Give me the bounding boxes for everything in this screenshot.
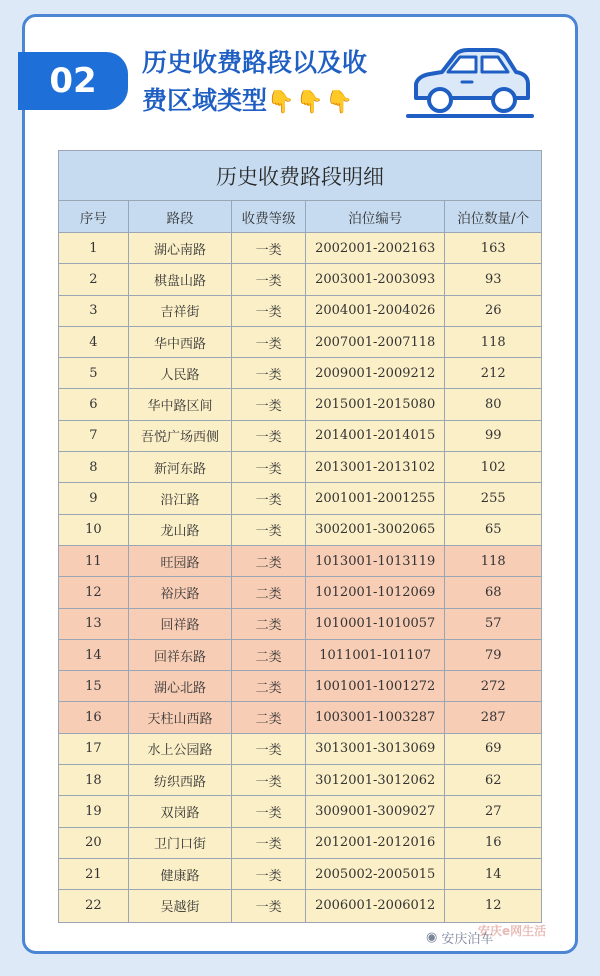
table-cell-no: 1 xyxy=(59,233,129,263)
table-row xyxy=(59,765,541,796)
table-cell-code: 2014001-2014015 xyxy=(306,421,445,451)
table-row xyxy=(59,233,541,264)
table-cell-road: 健康路 xyxy=(129,859,233,889)
table-cell-code: 2003001-2003093 xyxy=(306,264,445,294)
table-cell-road: 新河东路 xyxy=(129,452,233,482)
table-cell-code: 1001001-1001272 xyxy=(306,671,445,701)
table-cell-no: 16 xyxy=(59,702,129,732)
table-cell-road: 华中西路 xyxy=(129,327,233,357)
section-title xyxy=(142,44,402,122)
table-row xyxy=(59,483,541,514)
table-cell-code: 1012001-1012069 xyxy=(306,577,445,607)
table-cell-no: 19 xyxy=(59,796,129,826)
table-cell-count: 272 xyxy=(480,678,506,694)
table-cell-no: 2 xyxy=(59,264,129,294)
table-row xyxy=(59,609,541,640)
table-cell-road: 湖心南路 xyxy=(129,233,233,263)
table-cell-road: 旺园路 xyxy=(129,546,233,576)
table-cell-code: 1011001-101107 xyxy=(306,640,445,670)
table-cell-code: 3013001-3013069 xyxy=(306,734,445,764)
table-row xyxy=(59,327,541,358)
table-cell-no: 5 xyxy=(59,358,129,388)
table-cell-code: 2004001-2004026 xyxy=(306,296,445,326)
table-cell-road: 吾悦广场西侧 xyxy=(129,421,233,451)
table-row xyxy=(59,577,541,608)
table-cell-road: 水上公园路 xyxy=(129,734,233,764)
watermark-logo: 安庆e网生活 xyxy=(478,924,547,938)
table-cell-road: 棋盘山路 xyxy=(129,264,233,294)
column-header: 泊位数量/个 xyxy=(457,210,530,227)
table-cell-code: 3012001-3012062 xyxy=(306,765,445,795)
table-cell-no: 18 xyxy=(59,765,129,795)
table-cell-count: 80 xyxy=(484,397,502,413)
table-cell-count: 118 xyxy=(480,553,506,569)
table-row xyxy=(59,702,541,733)
table-row xyxy=(59,452,541,483)
table-cell-no: 17 xyxy=(59,734,129,764)
table-cell-road: 回祥东路 xyxy=(129,640,233,670)
table-cell-count: 118 xyxy=(480,334,506,350)
table-cell-no: 15 xyxy=(59,671,129,701)
table-cell-level: 二类 xyxy=(232,546,306,576)
table-cell-count: 14 xyxy=(484,866,502,882)
table-cell-count: 69 xyxy=(484,741,502,757)
wechat-icon: ◉ xyxy=(426,930,438,945)
table-row xyxy=(59,828,541,859)
table-cell-road: 天柱山西路 xyxy=(129,702,233,732)
table-cell-level: 一类 xyxy=(232,358,306,388)
table-cell-level: 一类 xyxy=(232,515,306,545)
table-cell-road: 双岗路 xyxy=(129,796,233,826)
table-row xyxy=(59,640,541,671)
table-cell-code: 1010001-1010057 xyxy=(306,609,445,639)
table-row xyxy=(59,296,541,327)
table-cell-level: 一类 xyxy=(232,389,306,419)
table-cell-code: 2002001-2002163 xyxy=(306,233,445,263)
table-cell-count: 93 xyxy=(484,271,502,287)
table-cell-road: 纺织西路 xyxy=(129,765,233,795)
table-cell-no: 3 xyxy=(59,296,129,326)
column-header: 序号 xyxy=(59,201,129,232)
table-cell-road: 华中路区间 xyxy=(129,389,233,419)
table-row xyxy=(59,546,541,577)
table-row xyxy=(59,389,541,420)
table-cell-no: 11 xyxy=(59,546,129,576)
table-cell-road: 卫门口街 xyxy=(129,828,233,858)
table-cell-no: 14 xyxy=(59,640,129,670)
table-cell-code: 1003001-1003287 xyxy=(306,702,445,732)
table-cell-no: 20 xyxy=(59,828,129,858)
table-cell-code: 2012001-2012016 xyxy=(306,828,445,858)
table-row xyxy=(59,671,541,702)
table-cell-level: 一类 xyxy=(232,734,306,764)
table-cell-code: 3002001-3002065 xyxy=(306,515,445,545)
table-cell-count: 65 xyxy=(484,522,502,538)
table-cell-level: 二类 xyxy=(232,671,306,701)
table-cell-no: 9 xyxy=(59,483,129,513)
table-cell-level: 一类 xyxy=(232,264,306,294)
watermark-text: 安庆泊车 xyxy=(441,932,494,947)
table-cell-no: 12 xyxy=(59,577,129,607)
table-title: 历史收费路段明细 xyxy=(59,151,541,201)
column-header: 收费等级 xyxy=(232,201,306,232)
table-body xyxy=(59,233,541,922)
table-cell-code: 1013001-1013119 xyxy=(306,546,445,576)
table-cell-count: 79 xyxy=(484,647,502,663)
table-cell-level: 一类 xyxy=(232,859,306,889)
parking-table xyxy=(58,150,542,923)
table-cell-level: 一类 xyxy=(232,483,306,513)
table-cell-count: 27 xyxy=(484,803,502,819)
table-cell-no: 7 xyxy=(59,421,129,451)
column-header: 路段 xyxy=(129,201,233,232)
table-cell-code: 2015001-2015080 xyxy=(306,389,445,419)
table-cell-road: 回祥路 xyxy=(129,609,233,639)
section-title-line2: 费区域类型 xyxy=(142,86,268,115)
table-cell-no: 4 xyxy=(59,327,129,357)
table-cell-road: 人民路 xyxy=(129,358,233,388)
table-cell-no: 22 xyxy=(59,890,129,921)
table-cell-level: 一类 xyxy=(232,233,306,263)
table-cell-level: 二类 xyxy=(232,609,306,639)
table-cell-level: 一类 xyxy=(232,765,306,795)
table-cell-no: 21 xyxy=(59,859,129,889)
table-cell-count: 287 xyxy=(480,710,506,726)
table-cell-code: 2006001-2006012 xyxy=(306,890,445,921)
table-cell-code: 2005002-2005015 xyxy=(306,859,445,889)
table-row xyxy=(59,890,541,921)
column-header: 泊位编号 xyxy=(306,201,445,232)
table-cell-count: 12 xyxy=(484,898,502,914)
table-cell-count: 57 xyxy=(484,616,502,632)
section-number-badge: 02 xyxy=(18,52,128,110)
table-cell-road: 吉祥街 xyxy=(129,296,233,326)
table-cell-count: 68 xyxy=(484,584,502,600)
table-row xyxy=(59,796,541,827)
pointing-down-hands-icon: 👇👇👇 xyxy=(267,90,356,115)
table-cell-count: 212 xyxy=(480,365,506,381)
watermark xyxy=(426,928,493,947)
table-cell-count: 102 xyxy=(480,459,506,475)
table-row xyxy=(59,734,541,765)
table-cell-level: 一类 xyxy=(232,452,306,482)
table-cell-code: 2013001-2013102 xyxy=(306,452,445,482)
table-cell-level: 二类 xyxy=(232,577,306,607)
table-cell-count: 62 xyxy=(484,772,502,788)
table-cell-road: 龙山路 xyxy=(129,515,233,545)
table-cell-code: 3009001-3009027 xyxy=(306,796,445,826)
table-cell-no: 10 xyxy=(59,515,129,545)
table-row xyxy=(59,421,541,452)
table-cell-level: 一类 xyxy=(232,327,306,357)
table-row xyxy=(59,859,541,890)
table-cell-level: 一类 xyxy=(232,890,306,921)
table-cell-no: 6 xyxy=(59,389,129,419)
table-cell-level: 一类 xyxy=(232,421,306,451)
table-cell-road: 沿江路 xyxy=(129,483,233,513)
table-cell-level: 二类 xyxy=(232,640,306,670)
car-icon xyxy=(406,40,534,124)
table-cell-road: 裕庆路 xyxy=(129,577,233,607)
section-title-line1: 历史收费路段以及收 xyxy=(142,48,368,77)
table-cell-code: 2007001-2007118 xyxy=(306,327,445,357)
table-cell-road: 湖心北路 xyxy=(129,671,233,701)
table-cell-road: 吴越街 xyxy=(129,890,233,921)
table-cell-level: 一类 xyxy=(232,296,306,326)
table-cell-no: 13 xyxy=(59,609,129,639)
table-cell-count: 255 xyxy=(480,491,506,507)
table-cell-no: 8 xyxy=(59,452,129,482)
table-cell-level: 二类 xyxy=(232,702,306,732)
table-header-row xyxy=(59,201,541,233)
table-cell-count: 99 xyxy=(484,428,502,444)
table-cell-count: 163 xyxy=(480,240,506,256)
table-cell-count: 26 xyxy=(484,303,502,319)
table-cell-level: 一类 xyxy=(232,828,306,858)
table-cell-code: 2009001-2009212 xyxy=(306,358,445,388)
table-cell-count: 16 xyxy=(484,835,502,851)
table-row xyxy=(59,264,541,295)
table-cell-level: 一类 xyxy=(232,796,306,826)
table-cell-code: 2001001-2001255 xyxy=(306,483,445,513)
table-row xyxy=(59,515,541,546)
table-row xyxy=(59,358,541,389)
